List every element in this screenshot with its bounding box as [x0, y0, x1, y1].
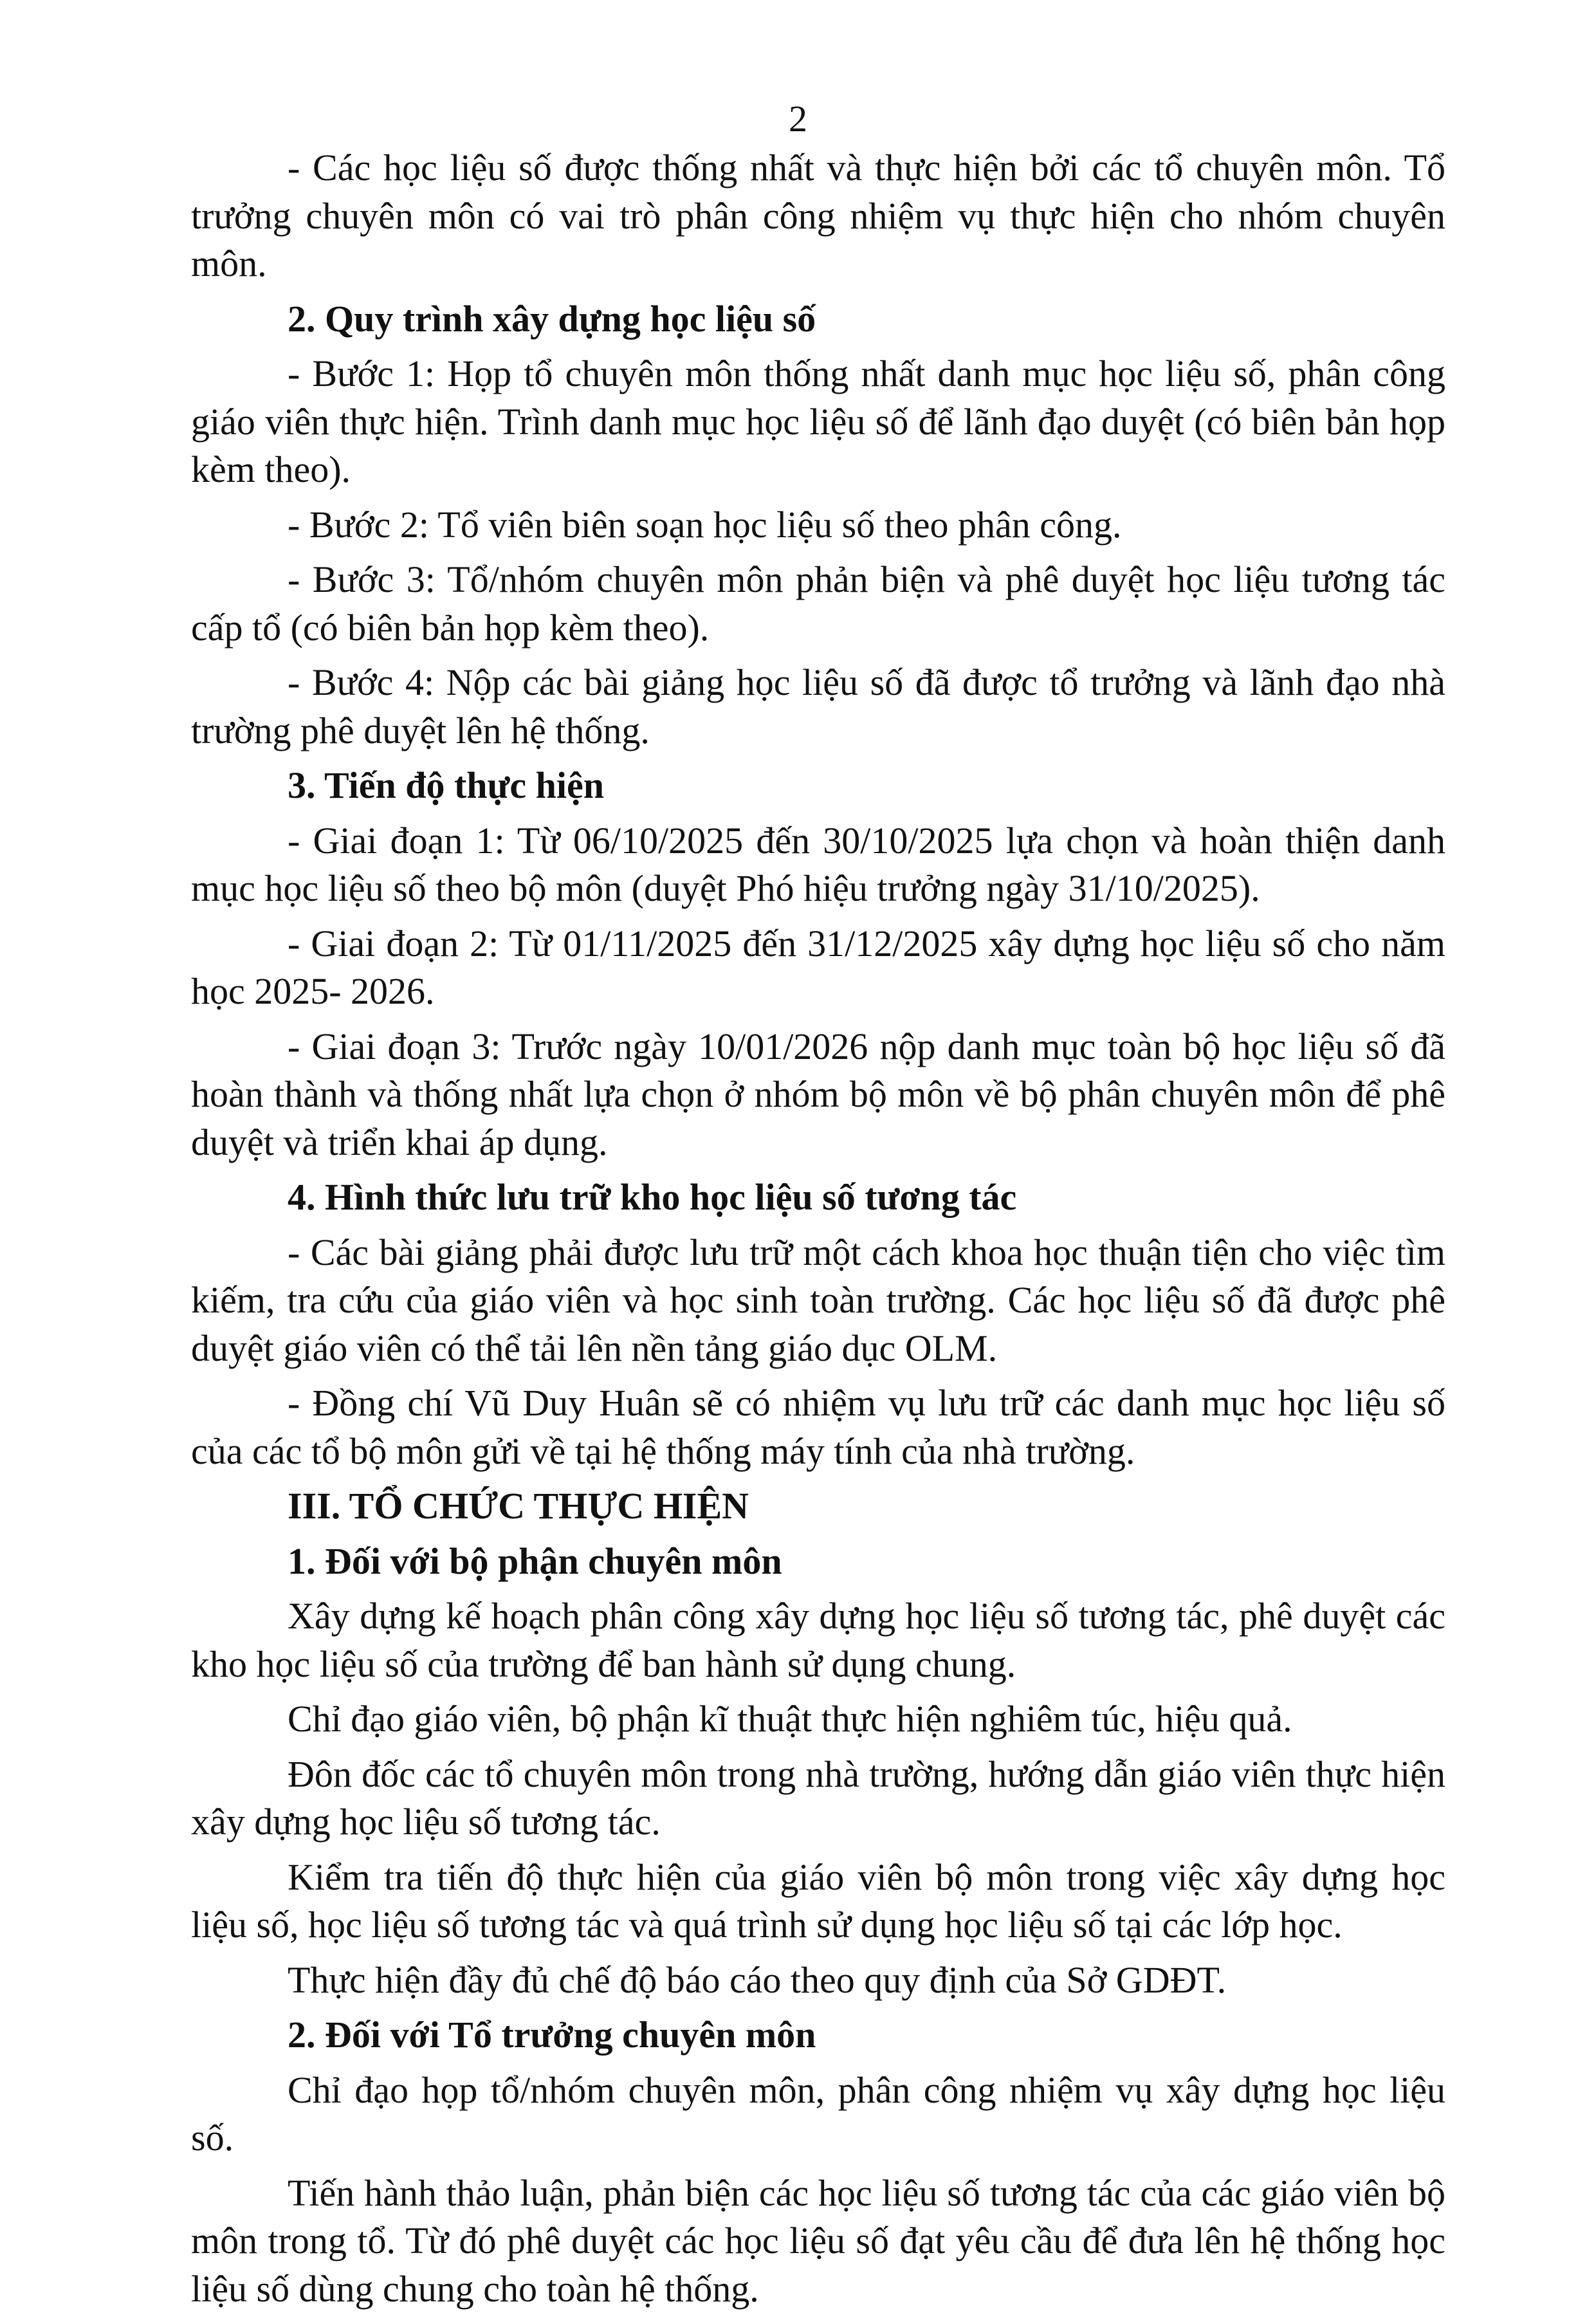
paragraph-dept-direct: Chỉ đạo giáo viên, bộ phận kĩ thuật thực hiện nghiêm túc, hiệu quả. [288, 1698, 1292, 1740]
heading-group-leader: 2. Đối với Tổ trưởng chuyên môn [288, 2014, 816, 2056]
paragraph-dept-plan: Xây dựng kế hoạch phân công xây dựng học liệu số tương tác, phê duyệt các kho học liệu số của trường để ban hành sử dụng chung. [191, 1595, 1445, 1685]
page-number: 2 [789, 98, 807, 140]
paragraph-step-4: - Bước 4: Nộp các bài giảng học liệu số đã được tổ trưởng và lãnh đạo nhà trường phê duyệt lên hệ thống. [191, 661, 1445, 751]
paragraph-storage-responsible: - Đồng chí Vũ Duy Huân sẽ có nhiệm vụ lưu trữ các danh mục học liệu số của các tổ bộ môn gửi về tại hệ thống máy tính của nhà trường. [191, 1382, 1445, 1472]
paragraph-step-2: - Bước 2: Tổ viên biên soạn học liệu số theo phân công. [288, 503, 1122, 546]
paragraph-step-3: - Bước 3: Tổ/nhóm chuyên môn phản biện và phê duyệt học liệu tương tác cấp tổ (có biên bản họp kèm theo). [191, 558, 1445, 649]
paragraph-dept-report: Thực hiện đầy đủ chế độ báo cáo theo quy định của Sở GDĐT. [288, 1958, 1227, 2001]
paragraph-leader-direct: Chỉ đạo họp tổ/nhóm chuyên môn, phân công nhiệm vụ xây dựng học liệu số. [191, 2068, 1445, 2159]
paragraph-storage-lectures: - Các bài giảng phải được lưu trữ một cách khoa học thuận tiện cho việc tìm kiếm, tra cứu của giáo viên và học sinh toàn trường. Các học liệu số đã được phê duyệt giáo viên có thể tải lên nền tảng giáo dục OLM. [191, 1231, 1445, 1369]
paragraph-dept-check: Kiểm tra tiến độ thực hiện của giáo viên bộ môn trong việc xây dựng học liệu số, học liệu số tương tác và quá trình sử dụng học liệu số tại các lớp học. [191, 1855, 1445, 1946]
paragraph-leader-review: Tiến hành thảo luận, phản biện các học liệu số tương tác của các giáo viên bộ môn trong tổ. Từ đó phê duyệt các học liệu số đạt yêu cầu để đưa lên hệ thống học liệu số dùng chung cho toàn hệ thống. [191, 2171, 1445, 2310]
heading-build-process: 2. Quy trình xây dựng học liệu số [288, 297, 816, 340]
paragraph-phase-3: - Giai đoạn 3: Trước ngày 10/01/2026 nộp danh mục toàn bộ học liệu số đã hoàn thành và thống nhất lựa chọn ở nhóm bộ môn về bộ phân chuyên môn để phê duyệt và triển khai áp dụng. [191, 1025, 1445, 1163]
heading-professional-department: 1. Đối với bộ phận chuyên môn [288, 1540, 782, 1582]
paragraph-phase-1: - Giai đoạn 1: Từ 06/10/2025 đến 30/10/2025 lựa chọn và hoàn thiện danh mục học liệu số theo bộ môn (duyệt Phó hiệu trưởng ngày 31/10/2025). [191, 819, 1445, 909]
heading-schedule: 3. Tiến độ thực hiện [288, 764, 604, 806]
paragraph-phase-2: - Giai đoạn 2: Từ 01/11/2025 đến 31/12/2025 xây dựng học liệu số cho năm học 2025- 2026. [191, 922, 1445, 1012]
paragraph-subject-groups: - Các học liệu số được thống nhất và thực hiện bởi các tổ chuyên môn. Tổ trưởng chuyên môn có vai trò phân công nhiệm vụ thực hiện cho nhóm chuyên môn. [191, 147, 1445, 284]
paragraph-step-1: - Bước 1: Họp tổ chuyên môn thống nhất danh mục học liệu số, phân công giáo viên thực hiện. Trình danh mục học liệu số để lãnh đạo duyệt (có biên bản họp kèm theo). [191, 353, 1445, 490]
document-body [191, 144, 1445, 2320]
heading-storage: 4. Hình thức lưu trữ kho học liệu số tương tác [288, 1176, 1017, 1218]
heading-organization: III. TỔ CHỨC THỰC HIỆN [288, 1485, 749, 1527]
paragraph-dept-urge: Đôn đốc các tổ chuyên môn trong nhà trường, hướng dẫn giáo viên thực hiện xây dựng học liệu số tương tác. [191, 1753, 1445, 1843]
